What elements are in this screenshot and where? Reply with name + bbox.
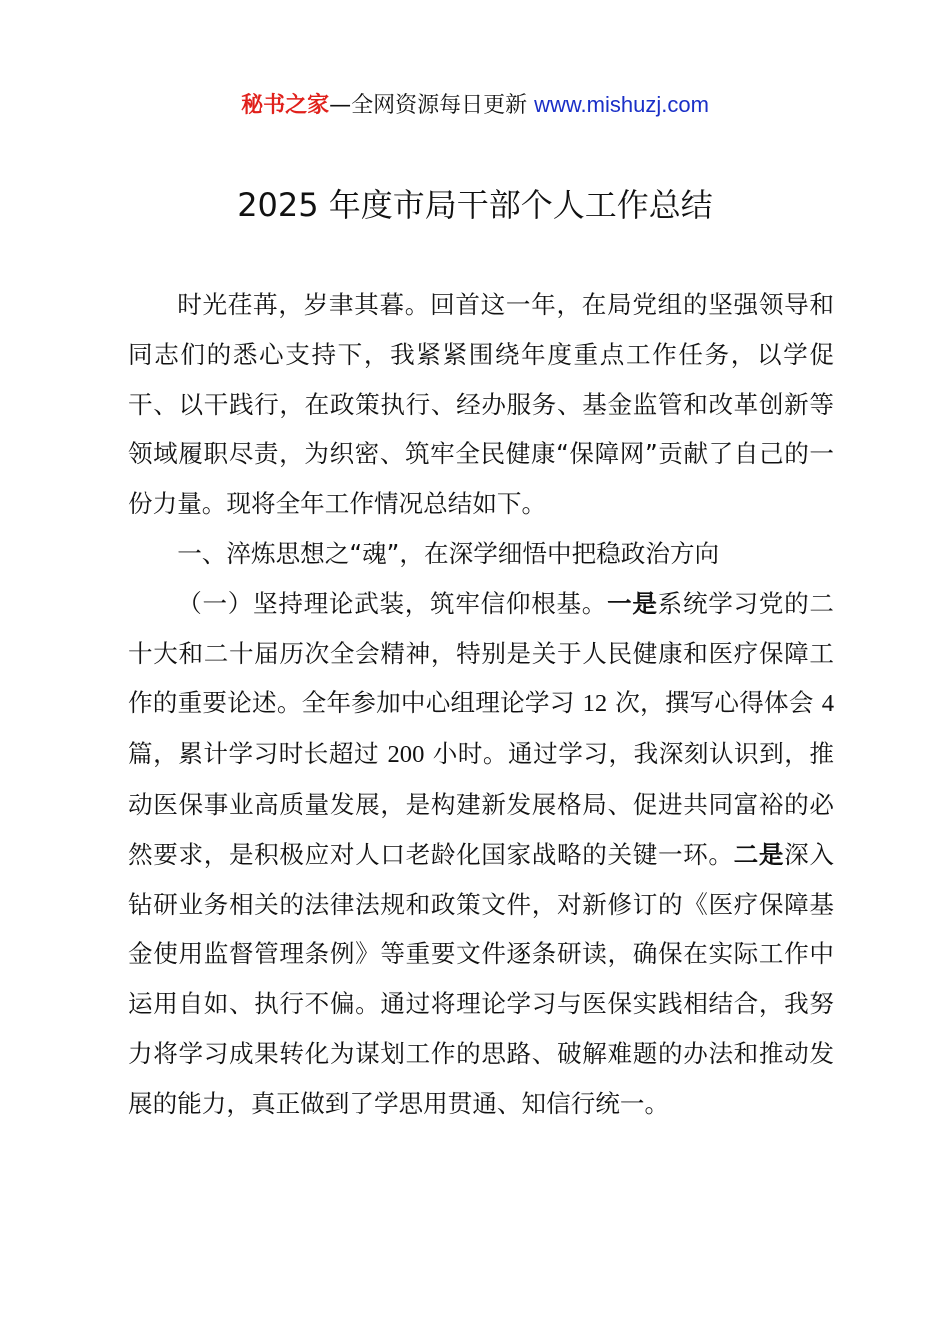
subsection-lead: （一）坚持理论武装，筑牢信仰根基。 <box>177 588 608 618</box>
study-sessions-count: 12 <box>582 690 608 718</box>
site-url-link[interactable]: www.mishuzj.com <box>534 92 709 117</box>
header-tagline: —全网资源每日更新 <box>329 93 535 118</box>
point-one-text-d: 小时。通过学习，我深刻认识到，推动医保事业高质量发展，是构建新发展格局、促进共同富裕的必然要求，是积极应对人口老龄化国家战略的关键一环。 <box>128 739 834 869</box>
point-one-text-c: 篇，累计学习时长超过 <box>128 739 388 769</box>
section-heading: 一、淬炼思想之“魂”，在深学细悟中把稳政治方向 <box>177 538 720 568</box>
brand-name: 秘书之家 <box>241 93 330 118</box>
point-two-text: 深入钻研业务相关的法律法规和政策文件，对新修订的《医疗保障基金使用监督管理条例》等重要文件逐条研读，确保在实际工作中运用自如、执行不偏。通过将理论学习与医保实践相结合，我努力将学习成果转化为谋划工作的思路、破解难题的办法和推动发展的能力，真正做到了学思用贯通、知信行统一。 <box>128 839 834 1118</box>
site-header <box>0 88 950 123</box>
point-one-text-b: 次，撰写心得体会 <box>607 688 822 718</box>
point-two-label: 二是 <box>733 839 785 869</box>
point-one-text: 系统学习党的二十大和二十届历次全会精神，特别是关于人民健康和医疗保障工作的重要论述。全年参加中心组理论学习 <box>128 588 834 718</box>
document-body <box>128 280 834 1129</box>
subsection-paragraph <box>128 579 834 1129</box>
intro-paragraph: 时光荏苒，岁聿其暮。回首这一年，在局党组的坚强领导和同志们的悉心支持下，我紧紧围绕年度重点工作任务，以学促干、以干践行，在政策执行、经办服务、基金监管和改革创新等领域履职尽责，为织密、筑牢全民健康“保障网”贡献了自己的一份力量。现将全年工作情况总结如下。 <box>128 290 834 519</box>
reflection-count: 4 <box>821 690 834 718</box>
document-title: 2025 年度市局干部个人工作总结 <box>237 186 713 224</box>
point-one-label: 一是 <box>607 588 658 618</box>
study-hours-count: 200 <box>387 741 425 769</box>
